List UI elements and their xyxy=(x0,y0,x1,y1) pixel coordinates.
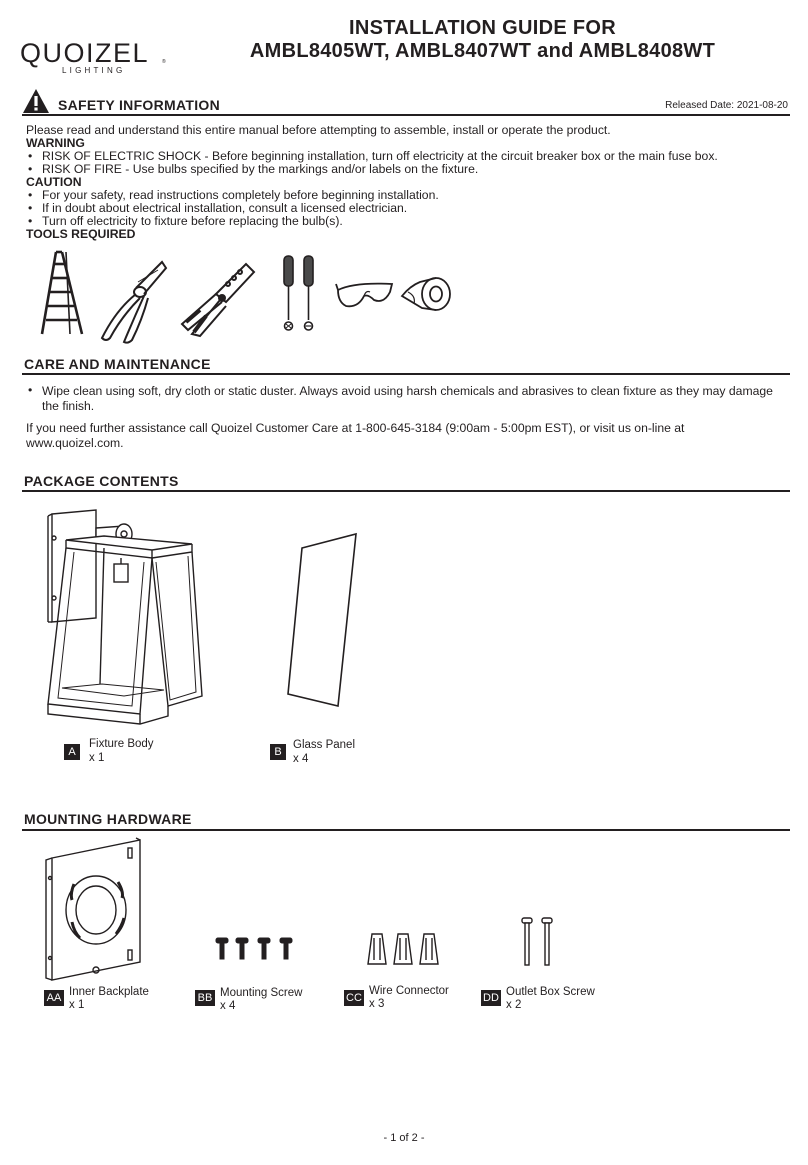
warning-icon xyxy=(22,88,50,114)
item-name: Fixture Body xyxy=(89,738,154,750)
brand-logo-sub: LIGHTING xyxy=(62,66,126,75)
inner-backplate-illustration xyxy=(44,838,142,982)
item-name: Inner Backplate xyxy=(69,986,149,998)
section-rule xyxy=(22,373,790,375)
item-quantity: x 4 xyxy=(293,753,309,765)
safety-glasses-icon xyxy=(334,278,396,312)
item-name: Glass Panel xyxy=(293,739,356,751)
item-badge: BB xyxy=(195,990,215,1006)
item-badge: A xyxy=(64,744,80,760)
customer-care-text: If you need further assistance call Quoizel Customer Care at 1-800-645-3184 (9:00am - 5:00pm EST), or visit us on-line at www.quoizel.com. xyxy=(26,421,685,450)
wire-stripper-icon xyxy=(176,258,256,338)
item-name: Wire Connector xyxy=(369,985,449,997)
warning-item: RISK OF FIRE - Use bulbs specified by the markings and/or labels on the fixture. xyxy=(42,162,479,176)
bullet: • xyxy=(28,149,33,163)
item-quantity: x 3 xyxy=(369,998,385,1010)
outlet-box-screws-illustration xyxy=(514,916,560,968)
item-name: Mounting Screw xyxy=(220,987,303,999)
item-quantity: x 4 xyxy=(220,1000,236,1012)
page-title-line1: INSTALLATION GUIDE FOR xyxy=(349,17,616,39)
bullet: • xyxy=(28,214,33,228)
brand-logo: QUOIZEL xyxy=(20,38,150,68)
care-instruction: Wipe clean using soft, dry cloth or static duster. Always avoid using harsh chemicals and abrasives to clean fixture as they may damage the finish. xyxy=(42,384,773,413)
electrical-tape-icon xyxy=(398,274,454,314)
warning-item: RISK OF ELECTRIC SHOCK - Before beginning installation, turn off electricity at the circuit breaker box or the main fuse box. xyxy=(42,149,718,163)
ladder-icon xyxy=(38,250,86,336)
safety-intro: Please read and understand this entire manual before attempting to assemble, install or operate the product. xyxy=(26,123,611,137)
caution-item: Turn off electricity to fixture before replacing the bulb(s). xyxy=(42,214,343,228)
bullet: • xyxy=(28,201,33,215)
released-date: Released Date: 2021-08-20 xyxy=(665,100,788,111)
screwdrivers-icon xyxy=(276,254,322,336)
page-title-line2: AMBL8405WT, AMBL8407WT and AMBL8408WT xyxy=(249,40,716,62)
page-number: - 1 of 2 - xyxy=(383,1132,425,1144)
item-quantity: x 1 xyxy=(89,752,105,764)
bullet: • xyxy=(28,383,33,397)
item-badge: B xyxy=(270,744,286,760)
fixture-body-illustration xyxy=(44,508,204,728)
caution-item: For your safety, read instructions completely before beginning installation. xyxy=(42,188,439,202)
wire-connectors-illustration xyxy=(364,930,444,968)
care-section-title: CARE AND MAINTENANCE xyxy=(24,356,211,372)
section-rule xyxy=(22,114,790,116)
item-badge: CC xyxy=(344,990,364,1006)
hardware-section-title: MOUNTING HARDWARE xyxy=(24,811,192,827)
warning-heading: WARNING xyxy=(26,136,85,150)
package-section-title: PACKAGE CONTENTS xyxy=(24,473,179,489)
safety-section-title: SAFETY INFORMATION xyxy=(58,97,220,113)
tools-heading: TOOLS REQUIRED xyxy=(26,227,136,241)
glass-panel-illustration xyxy=(286,532,360,708)
item-badge: AA xyxy=(44,990,64,1006)
caution-item: If in doubt about electrical installation, consult a licensed electrician. xyxy=(42,201,408,215)
section-rule xyxy=(22,829,790,831)
mounting-screws-illustration xyxy=(214,936,298,962)
item-badge: DD xyxy=(481,990,501,1006)
caution-heading: CAUTION xyxy=(26,175,82,189)
registered-mark: ® xyxy=(162,59,166,65)
item-quantity: x 1 xyxy=(69,999,85,1011)
bullet: • xyxy=(28,162,33,176)
section-rule xyxy=(22,490,790,492)
item-name: Outlet Box Screw xyxy=(506,986,595,998)
item-quantity: x 2 xyxy=(506,999,522,1011)
bullet: • xyxy=(28,188,33,202)
pliers-icon xyxy=(96,258,168,344)
